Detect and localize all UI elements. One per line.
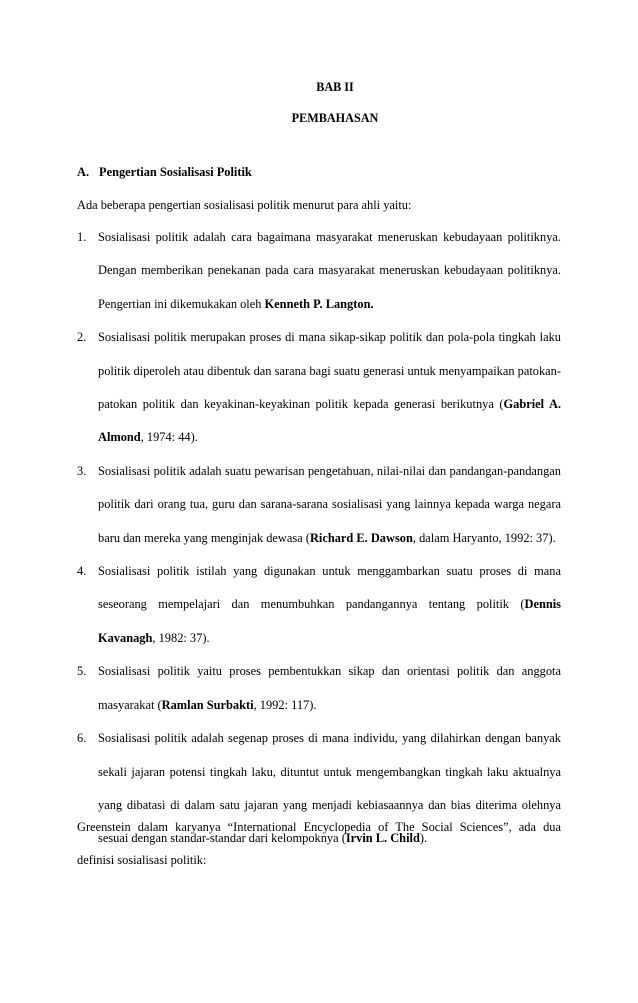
list-item: [77, 655, 561, 722]
section-number: A.: [77, 165, 90, 179]
list-item: [77, 555, 561, 655]
list-item-text: Sosialisasi politik adalah suatu pewarisan pengetahuan, nilai-nilai dan pandangan-pandangan politik dari orang tua, guru dan sarana-sarana sosialisasi yang lainnya kepada warga negara baru dan mereka yang menginjak dewasa (: [98, 463, 561, 545]
list-item-number: 2.: [77, 330, 87, 345]
chapter-title: PEMBAHASAN: [291, 111, 379, 125]
definition-list: [77, 221, 561, 856]
list-item-text: Sosialisasi politik adalah cara bagaimana masyarakat meneruskan kebudayaan politiknya. Dengan memberikan penekanan pada cara masyarakat meneruskan kebudayaan politiknya. Pengertian ini dikemukakan oleh: [98, 230, 561, 311]
list-item-citation: , 1982: 37).: [152, 630, 210, 645]
list-item-number: 1.: [77, 230, 87, 244]
list-item-citation: , 1992: 117).: [253, 697, 317, 712]
list-item-author: Kenneth P. Langton.: [264, 296, 374, 311]
list-item: [77, 321, 561, 455]
list-item-number: 4.: [77, 564, 87, 579]
section-title-text: Pengertian Sosialisasi Politik: [99, 165, 252, 179]
list-item: [77, 455, 561, 555]
list-item-author: Ramlan Surbakti: [161, 697, 254, 712]
list-item: [77, 221, 561, 321]
list-item-text: Sosialisasi politik merupakan proses di mana sikap-sikap politik dan pola-pola tingkah laku politik diperoleh atau dibentuk dan sarana bagi suatu generasi untuk menyampaikan patokan-patokan politik dan keyakinan-keyakinan politik kepada generasi berikutnya (: [98, 330, 561, 412]
intro-paragraph: Ada beberapa pengertian sosialisasi politik menurut para ahli yaitu:: [77, 198, 412, 212]
list-item-text: Sosialisasi politik istilah yang digunakan untuk menggambarkan suatu proses di mana seseorang mempelajari dan menumbuhkan pandangannya tentang politik (: [98, 564, 561, 612]
list-item-citation: , 1974: 44).: [140, 430, 198, 445]
list-item-number: 3.: [77, 463, 87, 478]
list-item-number: 5.: [77, 664, 87, 679]
list-item-citation: , dalam Haryanto, 1992: 37).: [412, 530, 556, 545]
list-item-citation: ).: [419, 831, 428, 846]
list-item-author: Irvin L. Child: [345, 831, 420, 846]
list-item-author: Gabriel A. Almond: [98, 397, 561, 445]
closing-paragraph: Greenstein dalam karyanya “International Encyclopedia of The Social Sciences”, ada dua definisi sosialisasi politik:: [77, 820, 561, 868]
list-item-text: Sosialisasi politik adalah segenap proses di mana individu, yang dilahirkan dengan banyak sekali jajaran potensi tingkah laku, dituntut untuk mengembangkan tingkah laku aktualnya yang dibatasi di dalam satu jajaran yang menjadi kebiasaannya dan bias diterima olehnya sesuai dengan standar-standar dari kelompoknya (: [98, 731, 561, 846]
list-item-number: 6.: [77, 731, 87, 746]
list-item-author: Dennis Kavanagh: [98, 597, 561, 645]
chapter-number: BAB II: [316, 80, 354, 94]
section-heading: [77, 165, 252, 180]
list-item-text: Sosialisasi politik yaitu proses pembentukkan sikap dan orientasi politik dan anggota masyarakat (: [98, 664, 561, 712]
list-item-author: Richard E. Dawson: [309, 530, 413, 545]
